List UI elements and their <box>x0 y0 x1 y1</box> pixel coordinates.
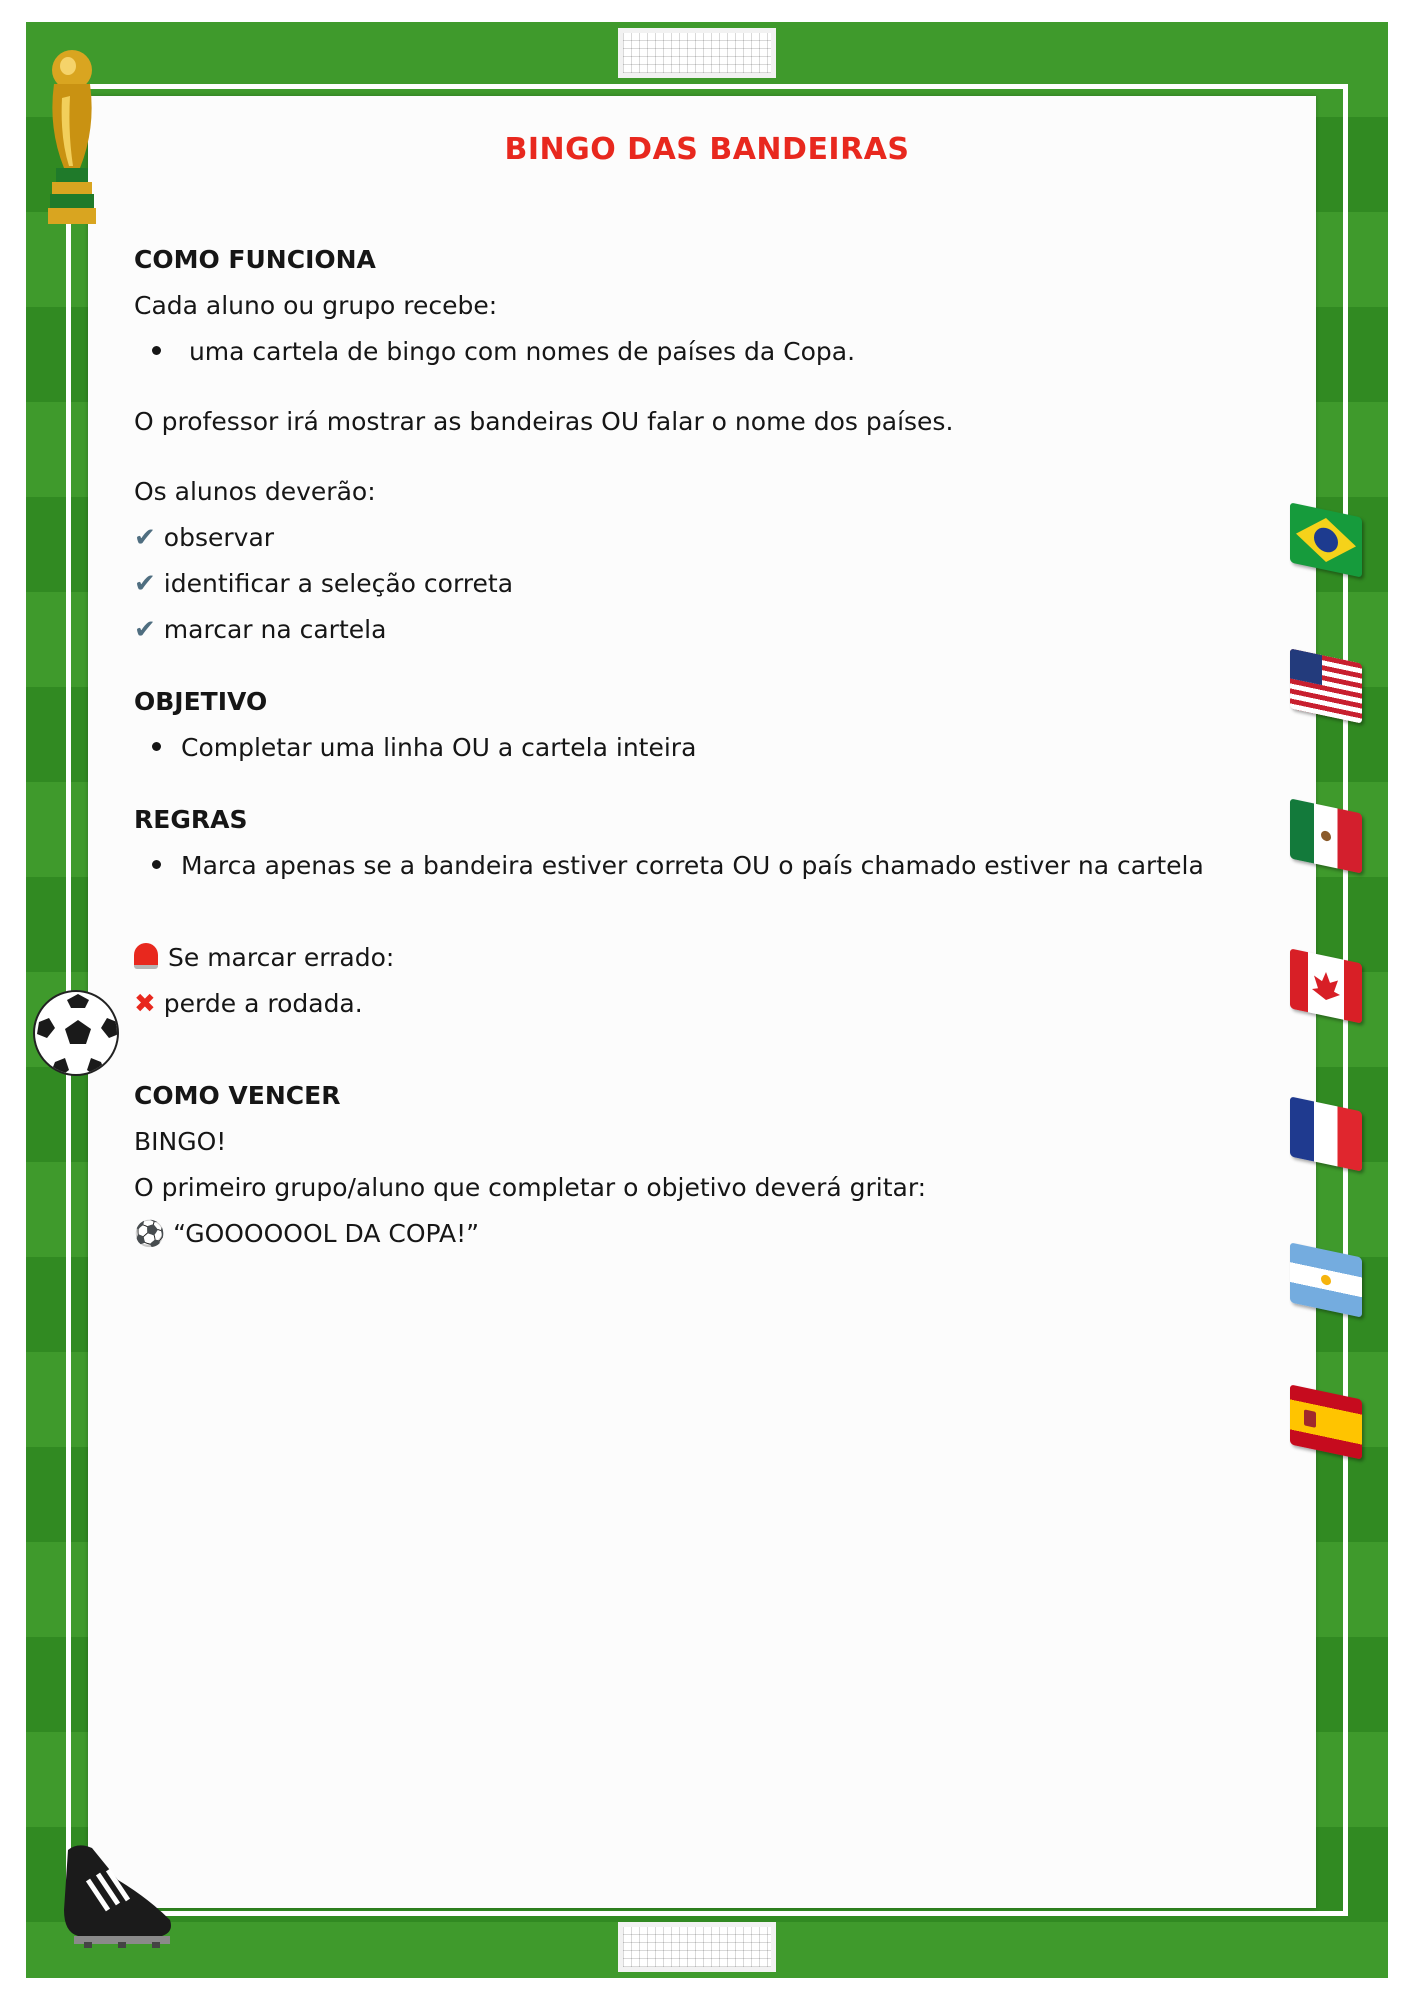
goal-net-bottom-icon <box>618 1922 776 1972</box>
list-item-text: uma cartela de bingo com nomes de países da Copa. <box>181 337 856 366</box>
section-heading-objetivo: OBJETIVO <box>134 687 268 716</box>
warning-line <box>134 942 394 974</box>
checkmark-icon: ✔ <box>134 615 156 645</box>
list-item <box>152 336 855 368</box>
checks-intro-text: Os alunos deverão: <box>134 477 376 506</box>
shout-line <box>134 1218 479 1250</box>
intro-text: Cada aluno ou grupo recebe: <box>134 291 498 320</box>
checkmark-icon: ✔ <box>134 523 156 553</box>
siren-icon <box>134 943 158 969</box>
document-title: BINGO DAS BANDEIRAS <box>504 132 910 167</box>
bullet-icon <box>152 860 161 869</box>
check-item <box>134 568 513 600</box>
bullet-icon <box>152 742 161 751</box>
list-item <box>152 732 696 764</box>
bingo-text: BINGO! <box>134 1127 227 1156</box>
section-heading-como-vencer: COMO VENCER <box>134 1081 341 1110</box>
section-heading-como-funciona: COMO FUNCIONA <box>134 245 376 274</box>
checkmark-icon: ✔ <box>134 569 156 599</box>
goal-net-top-icon <box>618 28 776 78</box>
check-item-text: identificar a seleção correta <box>163 569 514 598</box>
penalty-text: perde a rodada. <box>163 989 363 1018</box>
check-item <box>134 614 386 646</box>
shout-text: “GOOOOOOL DA COPA!” <box>173 1219 480 1248</box>
paragraph-text: O professor irá mostrar as bandeiras OU falar o nome dos países. <box>134 407 954 436</box>
soccer-ball-small-icon: ⚽ <box>134 1219 166 1248</box>
section-heading-regras: REGRAS <box>134 805 248 834</box>
list-item <box>152 850 1204 882</box>
soccer-ball-icon <box>33 990 119 1076</box>
check-item <box>134 522 274 554</box>
bullet-icon <box>152 346 161 355</box>
cross-mark-icon: ✖ <box>134 989 156 1019</box>
soccer-boot-icon <box>58 1840 176 1948</box>
penalty-line <box>134 988 363 1020</box>
instruction-text: O primeiro grupo/aluno que completar o objetivo deverá gritar: <box>134 1173 927 1202</box>
list-item-text: Marca apenas se a bandeira estiver correta OU o país chamado estiver na cartela <box>181 851 1204 880</box>
list-item-text: Completar uma linha OU a cartela inteira <box>181 733 697 762</box>
warning-text: Se marcar errado: <box>168 943 395 972</box>
check-item-text: observar <box>163 523 275 552</box>
check-item-text: marcar na cartela <box>163 615 387 644</box>
